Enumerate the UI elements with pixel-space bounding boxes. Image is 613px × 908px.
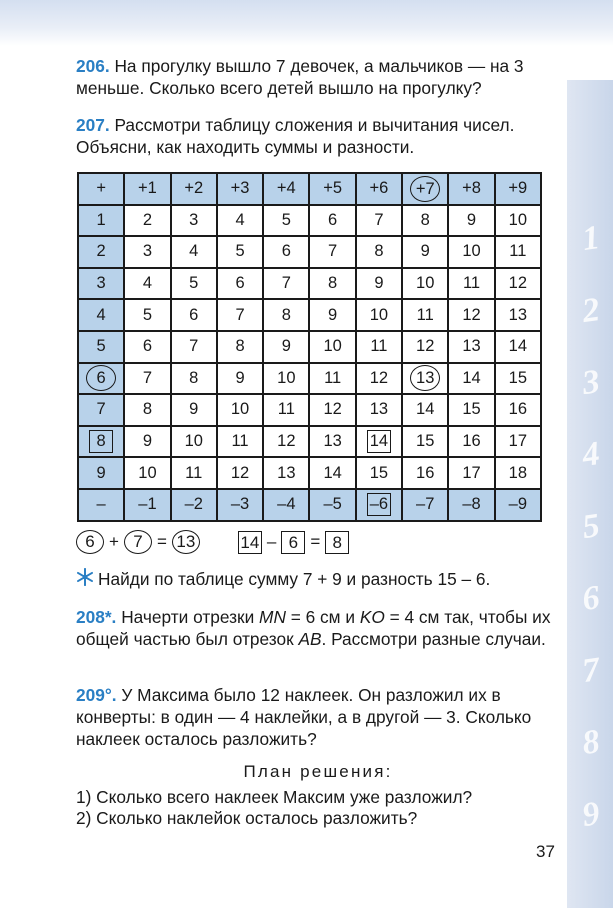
table-cell [263, 394, 309, 426]
table-cell [448, 299, 494, 331]
table-cell [124, 363, 170, 395]
cell-value: 9 [420, 242, 430, 261]
table-cell [402, 236, 448, 268]
boxed-number: 14 [367, 430, 391, 453]
table-cell [495, 363, 541, 395]
cell-value: 5 [235, 242, 245, 261]
cell-value: 10 [230, 400, 250, 419]
table-cell [263, 205, 309, 237]
boxed-number: 8 [89, 430, 113, 453]
cell-value: +8 [462, 179, 481, 198]
cell-value: – [96, 495, 106, 514]
table-cell [78, 426, 124, 458]
cell-value: 11 [416, 305, 434, 324]
cell-value: 16 [416, 463, 435, 482]
table-row [78, 236, 541, 268]
cell-value: 3 [142, 242, 153, 261]
table-cell [356, 299, 402, 331]
cell-value: +4 [276, 179, 296, 198]
circled-number: 6 [86, 365, 116, 391]
table-cell [217, 457, 263, 489]
addition-table [77, 172, 542, 522]
table-cell [217, 173, 263, 205]
cell-value: 9 [328, 305, 338, 324]
table-cell [402, 394, 448, 426]
table-cell [171, 299, 217, 331]
table-cell [263, 426, 309, 458]
cell-value: 14 [416, 400, 435, 419]
cell-value: 9 [96, 463, 106, 482]
table-cell [78, 205, 124, 237]
equals-sign: = [156, 532, 167, 551]
table-cell [78, 331, 124, 363]
plan-title: План решения: [243, 762, 393, 781]
table-row [78, 268, 541, 300]
table-cell [78, 299, 124, 331]
side-tab [567, 80, 613, 908]
table-cell [356, 426, 402, 458]
cell-value: 10 [138, 463, 157, 482]
table-cell [124, 394, 170, 426]
cell-value: 15 [462, 400, 481, 419]
cell-value: 12 [323, 400, 342, 419]
table-cell [217, 268, 263, 300]
segment-mn: MN [259, 607, 286, 627]
table-cell [217, 426, 263, 458]
table-cell [309, 268, 355, 300]
table-cell [495, 236, 541, 268]
table-cell [448, 268, 494, 300]
problem-number: 207. [76, 115, 110, 135]
cell-value: –4 [277, 495, 296, 514]
table-cell [402, 457, 448, 489]
cell-value: 13 [277, 463, 296, 482]
equals-sign: = [310, 532, 321, 551]
cell-value: 7 [328, 242, 338, 261]
cell-value: 4 [235, 210, 245, 229]
circled-number: 13 [410, 365, 440, 391]
problem-text: . Рассмотри разные случаи. [321, 629, 546, 649]
table-row [78, 489, 541, 521]
table-cell [171, 268, 217, 300]
table-cell [495, 205, 541, 237]
table-cell [171, 236, 217, 268]
cell-value: 10 [416, 274, 435, 293]
table-row [78, 426, 541, 458]
cell-value: 17 [508, 432, 527, 451]
plan-step: 1) Сколько всего наклеек Максим уже разложил? [76, 787, 473, 807]
cell-value: 3 [96, 274, 106, 293]
cell-value: –7 [416, 495, 435, 514]
cell-value: 15 [508, 368, 527, 387]
table-cell [356, 331, 402, 363]
table-cell [124, 268, 170, 300]
table-cell [124, 331, 170, 363]
problem-text: На прогулку вышло 7 девочек, а мальчиков — на 3 меньше. Сколько всего детей вышло на прогулку? [76, 56, 524, 98]
table-cell [402, 173, 448, 205]
table-cell [495, 331, 541, 363]
cell-value: +5 [323, 179, 343, 198]
cell-value: 16 [508, 400, 527, 419]
cell-value: 8 [374, 242, 384, 261]
table-cell [78, 363, 124, 395]
table-cell [171, 173, 217, 205]
table-row [78, 299, 541, 331]
table-cell [448, 489, 494, 521]
cell-value: 12 [462, 305, 481, 324]
table-cell [402, 489, 448, 521]
cell-value: 8 [420, 210, 430, 229]
cell-value: 9 [374, 274, 384, 293]
cell-value: 12 [230, 463, 250, 482]
table-cell [495, 489, 541, 521]
cell-value: 10 [508, 210, 527, 229]
table-cell [263, 299, 309, 331]
circled-number: 7 [124, 530, 152, 554]
cell-value: 5 [96, 337, 106, 356]
table-cell [309, 299, 355, 331]
table-cell [495, 394, 541, 426]
table-row [78, 363, 541, 395]
problem-number: 209°. [76, 685, 117, 705]
cell-value: 7 [96, 400, 106, 419]
snowflake-icon [76, 568, 94, 586]
cell-value: 6 [142, 337, 153, 356]
table-cell [448, 363, 494, 395]
cell-value: 11 [509, 242, 527, 261]
cell-value: 6 [235, 274, 245, 293]
cell-value: 18 [508, 463, 527, 482]
cell-value: 5 [281, 210, 291, 229]
table-cell [356, 236, 402, 268]
cell-value: –5 [323, 495, 342, 514]
cell-value: 14 [462, 368, 481, 387]
table-cell [309, 394, 355, 426]
table-cell [356, 205, 402, 237]
cell-value: +1 [138, 179, 157, 198]
table-cell [124, 489, 170, 521]
cell-value: 1 [96, 210, 106, 229]
cell-value: 10 [323, 337, 342, 356]
cell-value: 6 [281, 242, 291, 261]
star-task [98, 568, 568, 590]
cell-value: 15 [416, 432, 435, 451]
segment-ab: AB [298, 629, 322, 649]
segment-ko: KO [359, 607, 385, 627]
cell-value: 7 [235, 305, 245, 324]
cell-value: 6 [328, 210, 338, 229]
table-cell [263, 363, 309, 395]
table-cell [171, 394, 217, 426]
cell-value: 5 [189, 274, 199, 293]
star-task-text: Найди по таблице сумму 7 + 9 и разность 15 – 6. [98, 569, 491, 589]
table-cell [448, 426, 494, 458]
table-cell [217, 489, 263, 521]
table-cell [78, 268, 124, 300]
cell-value: 13 [323, 432, 342, 451]
cell-value: 9 [142, 432, 153, 451]
cell-value: 15 [369, 463, 389, 482]
problem-number: 206. [76, 56, 110, 76]
cell-value: 3 [189, 210, 199, 229]
table-cell [309, 426, 355, 458]
cell-value: 4 [96, 305, 106, 324]
table-cell [263, 489, 309, 521]
table-row [78, 205, 541, 237]
cell-value: 14 [323, 463, 342, 482]
table-cell [356, 268, 402, 300]
cell-value: +3 [230, 179, 250, 198]
table-cell [217, 299, 263, 331]
table-cell [356, 489, 402, 521]
circled-number: +7 [410, 176, 440, 202]
table-cell [309, 363, 355, 395]
table-cell [217, 205, 263, 237]
table-cell [495, 426, 541, 458]
table-cell [495, 268, 541, 300]
problem-206 [76, 55, 560, 99]
cell-value: 14 [508, 337, 527, 356]
table-cell [309, 331, 355, 363]
circled-number: 6 [76, 530, 104, 554]
table-cell [171, 363, 217, 395]
cell-value: 4 [189, 242, 199, 261]
cell-value: 10 [462, 242, 481, 261]
cell-value: –9 [508, 495, 527, 514]
cell-value: 13 [369, 400, 389, 419]
cell-value: 11 [231, 432, 249, 451]
cell-value: –2 [184, 495, 203, 514]
side-tab-digit: 1 [579, 219, 602, 259]
table-cell [78, 236, 124, 268]
table-cell [263, 173, 309, 205]
cell-value: 8 [328, 274, 338, 293]
table-cell [263, 457, 309, 489]
side-tab-digit: 8 [579, 723, 602, 763]
table-cell [78, 394, 124, 426]
cell-value: –1 [138, 495, 157, 514]
cell-value: –8 [462, 495, 481, 514]
table-cell [356, 394, 402, 426]
cell-value: +9 [508, 179, 528, 198]
circled-number: 13 [172, 530, 200, 554]
side-tab-digit: 6 [579, 579, 602, 619]
table-cell [402, 299, 448, 331]
cell-value: 11 [462, 274, 481, 293]
table-cell [309, 489, 355, 521]
table-cell [263, 331, 309, 363]
table-cell [356, 457, 402, 489]
cell-value: 5 [142, 305, 153, 324]
cell-value: 11 [185, 463, 203, 482]
table-cell [217, 394, 263, 426]
table-cell [124, 457, 170, 489]
cell-value: +6 [369, 179, 389, 198]
side-tab-digit: 3 [579, 363, 602, 403]
problem-text: = 6 см и [285, 607, 360, 627]
boxed-number: 8 [325, 531, 349, 554]
cell-value: 8 [142, 400, 153, 419]
table-cell [309, 457, 355, 489]
table-cell [78, 457, 124, 489]
table-cell [78, 173, 124, 205]
cell-value: 10 [369, 305, 389, 324]
problem-208 [76, 606, 560, 650]
table-row [78, 457, 541, 489]
table-cell [402, 363, 448, 395]
table-cell [495, 457, 541, 489]
cell-value: 6 [189, 305, 199, 324]
cell-value: 16 [462, 432, 481, 451]
cell-value: 11 [324, 368, 342, 387]
table-cell [495, 299, 541, 331]
table-cell [171, 489, 217, 521]
cell-value: 7 [142, 368, 153, 387]
table-cell [263, 268, 309, 300]
table-cell [402, 426, 448, 458]
table-cell [217, 236, 263, 268]
table-cell [448, 331, 494, 363]
table-cell [171, 205, 217, 237]
table-cell [124, 299, 170, 331]
table-cell [263, 236, 309, 268]
table-cell [171, 426, 217, 458]
cell-value: 2 [142, 210, 153, 229]
boxed-number: 6 [281, 531, 305, 554]
problem-207 [76, 114, 560, 158]
cell-value: 7 [374, 210, 384, 229]
boxed-number: –6 [367, 493, 391, 516]
problem-text: = 4 см так, чтобы их общей частью был отрезок [76, 607, 551, 649]
table-cell [171, 457, 217, 489]
table-cell [217, 331, 263, 363]
cell-value: 8 [235, 337, 245, 356]
table-cell [402, 205, 448, 237]
table-cell [124, 205, 170, 237]
cell-value: 12 [369, 368, 389, 387]
page-number: 37 [536, 842, 555, 861]
cell-value: 7 [281, 274, 291, 293]
table-cell [309, 205, 355, 237]
cell-value: 12 [416, 337, 435, 356]
table-cell [448, 457, 494, 489]
top-band [0, 0, 613, 46]
table-cell [124, 236, 170, 268]
table-cell [124, 173, 170, 205]
boxed-number: 14 [238, 531, 262, 554]
table-cell [448, 205, 494, 237]
problem-text: Рассмотри таблицу сложения и вычитания чисел. Объясни, как находить суммы и разности. [76, 115, 515, 157]
cell-value: 11 [277, 400, 295, 419]
problem-text: У Максима было 12 наклеек. Он разложил их в конверты: в один — 4 наклейки, а в другой — 3. Сколько наклеек осталось разложить? [76, 685, 532, 749]
problem-text: Начерти отрезки [121, 607, 260, 627]
cell-value: 9 [235, 368, 245, 387]
minus-sign: – [266, 532, 277, 551]
cell-value: –3 [230, 495, 250, 514]
table-cell [356, 363, 402, 395]
table-cell [217, 363, 263, 395]
table-row [78, 394, 541, 426]
table-cell [171, 331, 217, 363]
plan-step: 2) Сколько наклейок осталось разложить? [76, 808, 418, 828]
table-cell [309, 173, 355, 205]
cell-value: 10 [277, 368, 296, 387]
side-tab-digit: 7 [579, 651, 602, 691]
cell-value: 10 [184, 432, 203, 451]
table-cell [448, 236, 494, 268]
cell-value: 17 [462, 463, 481, 482]
table-cell [78, 489, 124, 521]
cell-value: 12 [508, 274, 527, 293]
table-cell [448, 173, 494, 205]
side-tab-digit: 5 [579, 507, 602, 547]
table-cell [309, 236, 355, 268]
table-row [78, 173, 541, 205]
cell-value: +2 [184, 179, 204, 198]
table-row [78, 331, 541, 363]
table-cell [448, 394, 494, 426]
problem-number: 208*. [76, 607, 117, 627]
side-tab-digit: 4 [579, 435, 602, 475]
table-cell [402, 331, 448, 363]
cell-value: 2 [96, 242, 106, 261]
cell-value: 8 [281, 305, 291, 324]
cell-value: 13 [462, 337, 481, 356]
cell-value: 11 [370, 337, 388, 356]
cell-value: 7 [189, 337, 199, 356]
cell-value: 4 [142, 274, 153, 293]
table-cell [495, 173, 541, 205]
side-tab-digit: 2 [579, 291, 602, 331]
cell-value: 12 [277, 432, 296, 451]
plus-sign: + [109, 532, 119, 551]
cell-value: + [96, 179, 106, 198]
problem-209 [76, 684, 560, 750]
table-cell [356, 173, 402, 205]
cell-value: 8 [189, 368, 199, 387]
cell-value: 9 [189, 400, 199, 419]
example-equations [76, 530, 349, 554]
side-tab-digit: 9 [579, 795, 602, 835]
cell-value: 13 [508, 305, 527, 324]
cell-value: 9 [281, 337, 291, 356]
cell-value: 9 [466, 210, 477, 229]
table-cell [124, 426, 170, 458]
table-cell [402, 268, 448, 300]
